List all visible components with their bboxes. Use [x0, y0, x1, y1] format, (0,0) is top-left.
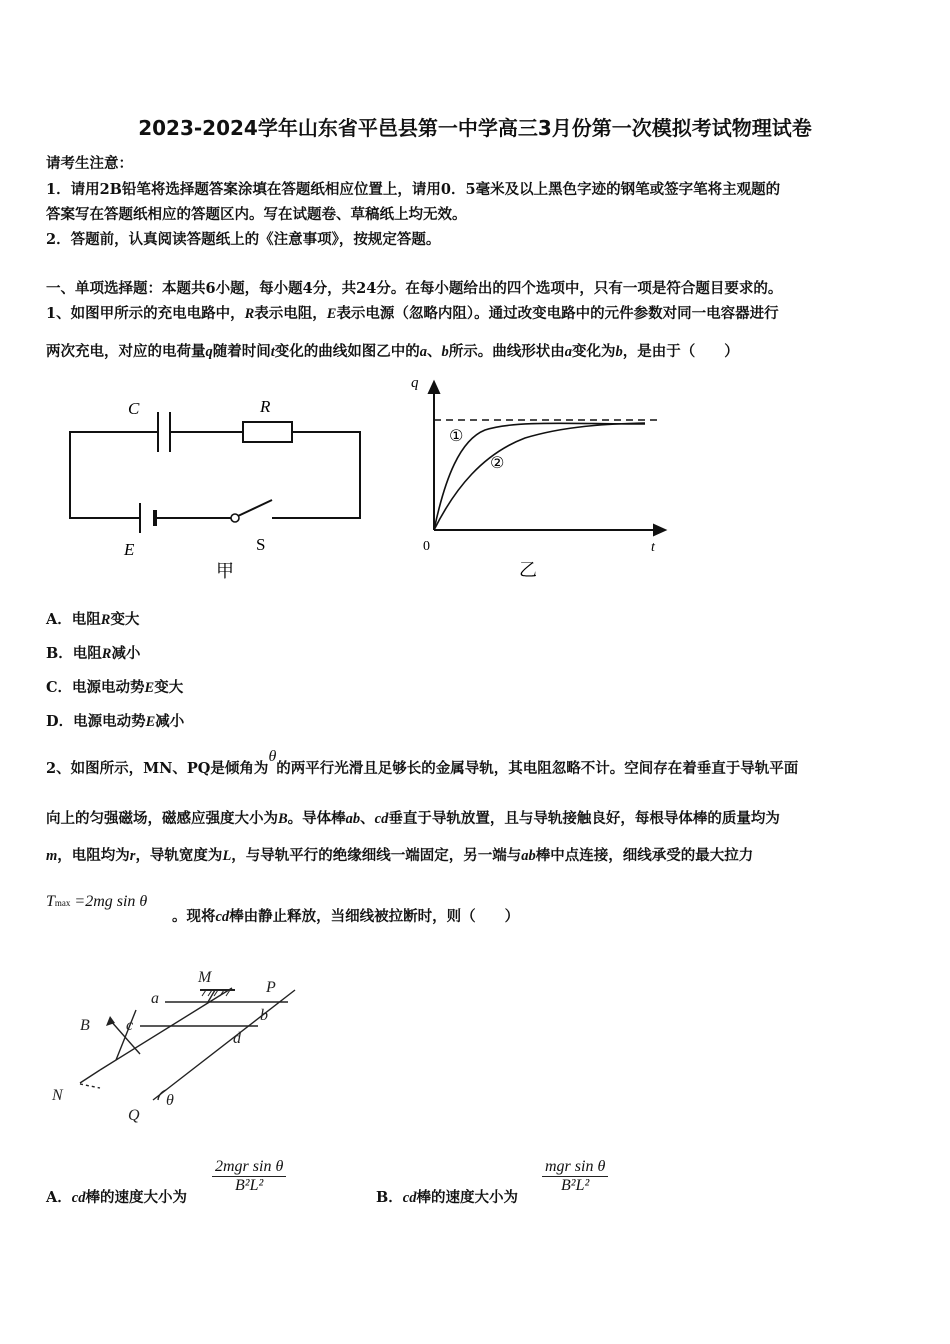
notice-line-2: 2．答题前，认真阅读答题纸上的《注意事项》，按规定答题。	[46, 231, 441, 248]
caption-yi: 乙	[519, 560, 537, 581]
q2-line-3: m，电阻均为r，导轨宽度为L，与导轨平行的绝缘细线一端固定，另一端与ab棒中点连接，细线承受的最大拉力	[46, 847, 754, 864]
label-curve-2: ②	[490, 453, 505, 472]
notice-line-1b: 答案写在答题纸相应的答题区内。写在试题卷、草稿纸上均无效。	[46, 206, 467, 223]
q2-option-b-fraction: mgr sin θ B²L²	[542, 1158, 608, 1195]
rail-diagram	[40, 960, 310, 1140]
rail-pq	[153, 990, 295, 1100]
t-axis-arrow	[654, 525, 665, 535]
caption-jia: 甲	[216, 561, 234, 582]
q1-option-c[interactable]: C．电源电动势E变大	[46, 679, 184, 696]
label-q: Q	[128, 1107, 140, 1124]
label-c: C	[128, 399, 140, 418]
page-title: 2023-2024学年山东省平邑县第一中学高三3月份第一次模拟考试物理试卷	[138, 116, 812, 140]
q2-option-a[interactable]: A．cd棒的速度大小为	[46, 1189, 187, 1206]
label-curve-1: ①	[449, 426, 464, 445]
q1-line-2: 两次充电，对应的电荷量q随着时间t变化的曲线如图乙中的a、b所示。曲线形状由a变化为b，是由于（ ）	[46, 343, 739, 360]
curve-1	[434, 423, 645, 530]
notice-heading: 请考生注意：	[46, 155, 133, 172]
label-e: E	[124, 540, 135, 559]
circuit-diagram	[60, 390, 380, 585]
label-a: a	[151, 990, 159, 1007]
q1-option-d[interactable]: D．电源电动势E减小	[46, 713, 185, 730]
q2-option-b[interactable]: B．cd棒的速度大小为	[376, 1189, 518, 1206]
rail-upper-far-segment	[100, 988, 232, 1070]
switch-pivot	[231, 514, 239, 522]
q2-line-1: 2、如图所示，MN、PQ是倾角为θ的两平行光滑且足够长的金属导轨，其电阻忽略不计。空间存在着垂直于导轨平面	[46, 748, 799, 777]
qt-graph	[405, 368, 675, 583]
label-field-b: B	[80, 1017, 90, 1034]
label-p: P	[266, 979, 276, 996]
circuit-wire-right	[272, 432, 360, 518]
q-axis-arrow	[429, 382, 439, 393]
label-c-rod: c	[126, 1017, 134, 1034]
curve-2	[434, 423, 645, 530]
label-t: t	[651, 540, 655, 555]
label-r: R	[260, 397, 271, 416]
label-m: M	[198, 969, 212, 986]
rail-mn-lower	[80, 1070, 100, 1083]
switch-blade	[238, 500, 272, 516]
q1-option-b[interactable]: B．电阻R减小	[46, 645, 141, 662]
label-theta: θ	[166, 1092, 174, 1109]
n-dash	[80, 1084, 100, 1088]
notice-line-1: 1．请用2B铅笔将选择题答案涂填在答题纸相应位置上，请用0．5毫米及以上黑色字迹的钢笔或签字笔将主观题的	[46, 181, 781, 198]
q1-option-a[interactable]: A．电阻R变大	[46, 611, 140, 628]
section-heading: 一、单项选择题：本题共6小题，每小题4分，共24分。在每小题给出的四个选项中，只有一项是符合题目要求的。	[46, 280, 783, 297]
circuit-wire-left	[70, 432, 158, 518]
label-b: b	[260, 1007, 268, 1024]
q2-line-2: 向上的匀强磁场，磁感应强度大小为B。导体棒ab、cd垂直于导轨放置，且与导轨接触良好，每根导体棒的质量均为	[46, 810, 780, 827]
label-s: S	[256, 535, 266, 554]
label-q: q	[411, 375, 419, 391]
q2-option-a-fraction: 2mgr sin θ B²L²	[212, 1158, 286, 1195]
label-d: d	[233, 1030, 241, 1047]
q1-line-1: 1、如图甲所示的充电电路中，R表示电阻，E表示电源（忽略内阻）。通过改变电路中的元件参数对同一电容器进行	[46, 305, 779, 322]
label-origin: 0	[423, 539, 430, 554]
label-n: N	[52, 1087, 63, 1104]
q2-line-4: Tmax =2mg sin θ	[46, 893, 148, 910]
q2-line-4-text: 。现将cd棒由静止释放，当细线被拉断时，则（ ）	[172, 908, 520, 925]
resistor-box	[243, 422, 292, 442]
